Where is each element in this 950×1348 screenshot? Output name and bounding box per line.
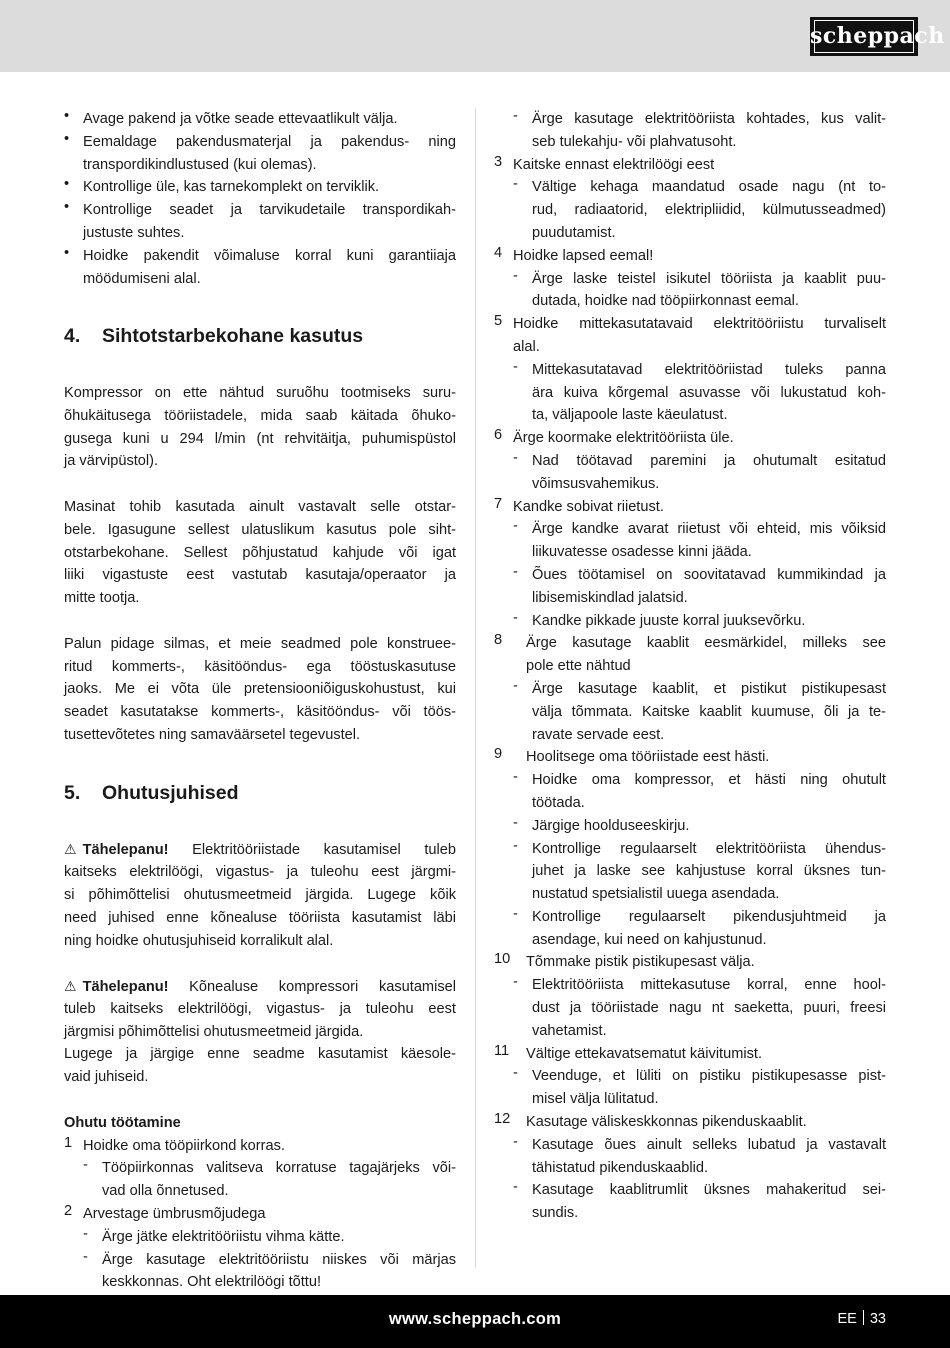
list-line: Kontrollige regulaarselt elektritööriista ühendus- <box>532 840 886 857</box>
list-line: rud, radiaatorid, elektripliidid, külmutusseadmed) <box>532 202 886 219</box>
list-line: alal. <box>513 338 540 355</box>
list-line: ravate servade eest. <box>532 726 665 743</box>
list-line: sundis. <box>532 1205 579 1222</box>
list-line: pole ette nähtud <box>526 658 631 675</box>
list-line: Hoidke lapsed eemal! <box>513 247 654 264</box>
list-subitem <box>494 906 886 952</box>
list-line: Kasutage kaablitrumlit üksnes mahakeritud sei- <box>532 1182 886 1199</box>
list-subitem <box>494 450 886 496</box>
list-line: libisemiskindlad jalatsid. <box>532 589 688 606</box>
safety-rules-list-right <box>494 108 886 1225</box>
dash-marker: - <box>513 609 518 626</box>
list-line: vad olla õnnetused. <box>102 1183 229 1200</box>
item-number: 9 <box>494 746 503 763</box>
list-line: Kandke sobivat riietust. <box>513 498 664 515</box>
list-subitem <box>494 678 886 746</box>
list-line: Ärge kasutage kaablit eesmärkidel, milleks see <box>526 635 886 652</box>
dash-marker: - <box>513 769 518 786</box>
item-number: 2 <box>64 1203 73 1220</box>
list-line: dust ja tööriistade nagu nt saeketta, puuri, freesi <box>532 1000 886 1017</box>
list-subitem <box>494 974 886 1042</box>
bullet-icon: • <box>64 244 70 261</box>
dash-marker: - <box>513 814 518 831</box>
list-subitem <box>494 610 886 633</box>
list-line: juhet ja laske see kahjustuse korral üksnes tun- <box>532 863 886 880</box>
list-line: Hoidke oma kompressor, et hästi ning ohutult <box>532 772 886 789</box>
item-number: 6 <box>494 427 503 444</box>
list-item <box>64 1135 456 1158</box>
section-4-paragraph-2: Masinat tohib kasutada ainult vastavalt selle otstar- bele. Igasugune sellest ulatuslikum kasutus pole siht- otstarbekohane. Sellest põhjustatud kahjude või igat liiki vigastuste eest vastutab kasutaja/operaator ja mitte tootja. <box>64 498 456 607</box>
list-item <box>494 746 886 769</box>
list-item <box>64 1203 456 1226</box>
bullet-icon: • <box>64 130 70 147</box>
list-item <box>494 632 886 678</box>
list-line: Ärge kasutage kaablit, et pistikut pistikupesast <box>532 680 886 697</box>
list-line: Kandke pikkade juuste korral juuksevõrku. <box>532 612 806 629</box>
header-bar <box>0 0 950 72</box>
list-subitem <box>494 359 886 427</box>
section-5-heading: 5. Ohutusjuhised <box>64 781 239 804</box>
item-number: 3 <box>494 153 503 170</box>
list-line: Ärge jätke elektritööriistu vihma kätte. <box>102 1228 345 1245</box>
bullet-icon: • <box>64 108 70 124</box>
list-subitem <box>64 1226 456 1249</box>
list-line: võimsusvahemikus. <box>532 475 660 492</box>
item-number: 12 <box>494 1111 511 1128</box>
language-code: EE <box>837 1311 857 1327</box>
item-number: 1 <box>64 1134 73 1151</box>
dash-marker: - <box>513 267 518 284</box>
warning-icon: ⚠ <box>64 841 77 858</box>
list-item <box>494 427 886 450</box>
bullet-item: • Kontrollige seadet ja tarvikudetaile transpordikah- justuste suhtes. <box>64 199 456 241</box>
dash-marker: - <box>513 563 518 580</box>
list-line: töötada. <box>532 794 585 811</box>
brand-logo: scheppach <box>810 17 918 56</box>
list-item <box>494 496 886 519</box>
footer-bar <box>0 1295 950 1348</box>
list-line: Hoidke oma tööpiirkond korras. <box>83 1137 285 1154</box>
list-item <box>494 1111 886 1134</box>
item-number: 8 <box>494 632 503 649</box>
list-subitem <box>494 815 886 838</box>
item-number: 5 <box>494 313 503 330</box>
section-4-paragraph-3: Palun pidage silmas, et meie seadmed pole konstruee- ritud kommerts-, käsitööndus- ega tööstuskasutuse jaoks. Me ei võta üle pretensiooniõiguskohustust, kui seadet kasutatakse kommerts-, käsitööndus- või töös- tusettevõtetes ning samaväärsetel tegevustel. <box>64 635 456 743</box>
list-line: dutada, hoidke nad tööpiirkonnast eemal. <box>532 293 799 310</box>
list-line: ta, väljapoole laste käeulatust. <box>532 407 728 424</box>
section-4-heading: 4. Sihtotstarbekohane kasutus <box>64 325 364 348</box>
list-line: liikuvatesse osadesse kinni jääda. <box>532 544 752 561</box>
list-line: Tööpiirkonnas valitseva korratuse tagajärjeks või- <box>102 1160 456 1177</box>
list-line: Hoidke mittekasutatavaid elektritööriistu turvaliselt <box>513 316 886 333</box>
dash-marker: - <box>513 1065 518 1082</box>
list-subitem <box>494 1134 886 1180</box>
list-subitem <box>64 1249 456 1295</box>
list-line: Arvestage ümbrusmõjudega <box>83 1206 266 1223</box>
list-subitem <box>494 769 886 815</box>
item-number: 4 <box>494 244 503 261</box>
dash-marker: - <box>513 974 518 991</box>
list-line: keskkonnas. Oht elektrilöögi tõttu! <box>102 1274 322 1291</box>
dash-marker: - <box>83 1225 88 1242</box>
dash-marker: - <box>83 1157 88 1174</box>
list-line: Ärge kandke avarat riietust või ehteid, mis võiksid <box>532 521 886 538</box>
page-number: 33 <box>869 1311 886 1327</box>
list-item <box>494 1043 886 1066</box>
warning-icon: ⚠ <box>64 978 77 995</box>
list-subitem <box>494 518 886 564</box>
list-line: Ärge kasutage elektritööriistu niiskes või märjas <box>102 1251 456 1268</box>
left-column <box>64 108 456 1317</box>
dash-marker: - <box>513 1179 518 1196</box>
list-item <box>494 245 886 268</box>
bullet-icon: • <box>64 176 70 193</box>
warning-paragraph-2: ⚠ Tähelepanu! Kõnealuse kompressori kasutamisel tuleb kaitseks elektrilöögi, vigastus- ja tuleohu eest järgmisi põhimõttelisi ohutusmeetmeid järgida. Lugege ja järgige enne seadme kasutamist käesole- vaid juhiseid. <box>64 975 456 1089</box>
list-line: Ärge kasutage elektritööriista kohtades, kus valit- <box>532 111 886 127</box>
list-line: Kasutage väliskeskkonnas pikenduskaablit. <box>526 1114 807 1131</box>
list-line: Veenduge, et lüliti on pistiku pistikupesasse pist- <box>532 1068 886 1085</box>
list-line: ära kuiva kõrgemal asuvasse või lukustatud koh- <box>532 384 886 401</box>
list-line: Vältige ettekavatsematut käivitumist. <box>526 1045 763 1062</box>
bullet-item: • Eemaldage pakendusmaterjal ja pakendus- ning transpordikindlustused (kui olemas). <box>64 130 456 173</box>
dash-marker: - <box>513 358 518 375</box>
bullet-item: • Hoidke pakendit võimaluse korral kuni garantiiaja möödumiseni alal. <box>64 244 456 287</box>
warning-paragraph-1: ⚠ Tähelepanu! Elektritööriistade kasutamisel tuleb kaitseks elektrilöögi, vigastus- ja tuleohu eest järgmi- si põhimõttelisi ohutusmeetmeid järgida. Lugege kõik need juhised enne kõnealuse tööriista kasutamist läbi ning hoidke ohutusjuhiseid korralikult alal. <box>64 838 456 952</box>
page-indicator <box>838 1295 886 1343</box>
list-line: Õues töötamisel on soovitatavad kummikindad ja <box>532 566 886 583</box>
list-line: Tõmmake pistik pistikupesast välja. <box>526 954 755 971</box>
dash-marker: - <box>513 449 518 466</box>
list-line: Kasutage õues ainult selleks lubatud ja vastavalt <box>532 1136 886 1153</box>
dash-marker: - <box>83 1248 88 1265</box>
list-line: Mittekasutatavad elektritööriistad tuleks panna <box>532 361 886 378</box>
list-line: Ärge koormake elektritööriista üle. <box>513 430 734 447</box>
list-line: puudutamist. <box>532 224 616 241</box>
item-number: 7 <box>494 495 503 512</box>
list-subitem <box>494 176 886 244</box>
list-line: tähistatud pikenduskaablid. <box>532 1159 709 1176</box>
dash-marker: - <box>513 677 518 694</box>
list-line: Vältige kehaga maandatud osade nagu (nt to- <box>532 179 886 196</box>
list-line: Kontrollige regulaarselt pikendusjuhtmeid ja <box>532 908 886 925</box>
bullet-item: • Avage pakend ja võtke seade ettevaatlikult välja. <box>64 108 398 127</box>
list-subitem <box>494 108 886 154</box>
dash-marker: - <box>513 108 518 124</box>
dash-marker: - <box>513 837 518 854</box>
list-subitem <box>64 1157 456 1203</box>
list-item <box>494 154 886 177</box>
list-item <box>494 951 886 974</box>
item-number: 10 <box>494 951 511 968</box>
list-item <box>494 313 886 359</box>
unpacking-bullets <box>64 108 456 290</box>
list-line: nustatud spetsialistil uuega asendada. <box>532 886 780 903</box>
safety-rules-list-left <box>64 1135 456 1317</box>
list-line: asendage, kui need on kahjustunud. <box>532 931 767 948</box>
bullet-icon: • <box>64 199 70 216</box>
list-subitem <box>494 1179 886 1225</box>
list-subitem <box>494 838 886 906</box>
column-divider <box>475 108 476 1268</box>
list-line: Ärge laske teistel isikutel tööriista ja kaablit puu- <box>532 270 886 287</box>
dash-marker: - <box>513 1133 518 1150</box>
website-link[interactable]: www.scheppach.com <box>388 1310 562 1328</box>
page-separator <box>863 1310 864 1325</box>
dash-marker: - <box>513 518 518 535</box>
list-line: vahetamist. <box>532 1022 607 1039</box>
section-4-paragraph-1: Kompressor on ette nähtud suruõhu tootmiseks suru- õhukäitusega tööriistadele, mida saab käitada õhuko- gusega kuni u 294 l/min (nt rehvitäitja, puhumispüstol ja värvipüstol). <box>64 384 456 470</box>
list-subitem <box>494 268 886 314</box>
dash-marker: - <box>513 176 518 193</box>
list-subitem <box>494 564 886 610</box>
list-line: Elektritööriista mittekasutuse korral, enne hool- <box>532 977 886 994</box>
safety-subheading: Ohutu töötamine <box>64 1114 181 1131</box>
list-line: Kaitske ennast elektrilöögi eest <box>513 156 715 173</box>
bullet-item: • Kontrollige üle, kas tarnekomplekt on terviklik. <box>64 176 380 196</box>
list-line: Hoolitsege oma tööriistade eest hästi. <box>526 749 770 766</box>
list-line: misel välja lülitatud. <box>532 1091 659 1108</box>
item-number: 11 <box>494 1042 510 1059</box>
dash-marker: - <box>513 905 518 922</box>
list-line: välja tõmmata. Kaitske kaablit kuumuse, õli ja te- <box>532 703 886 720</box>
list-line: seb tulekahju- või plahvatusoht. <box>532 133 737 150</box>
right-column <box>494 108 886 1225</box>
list-line: Nad töötavad paremini ja ohutumalt esitatud <box>532 452 886 469</box>
list-line: Järgige hoolduseeskirju. <box>532 817 690 834</box>
list-subitem <box>494 1065 886 1111</box>
